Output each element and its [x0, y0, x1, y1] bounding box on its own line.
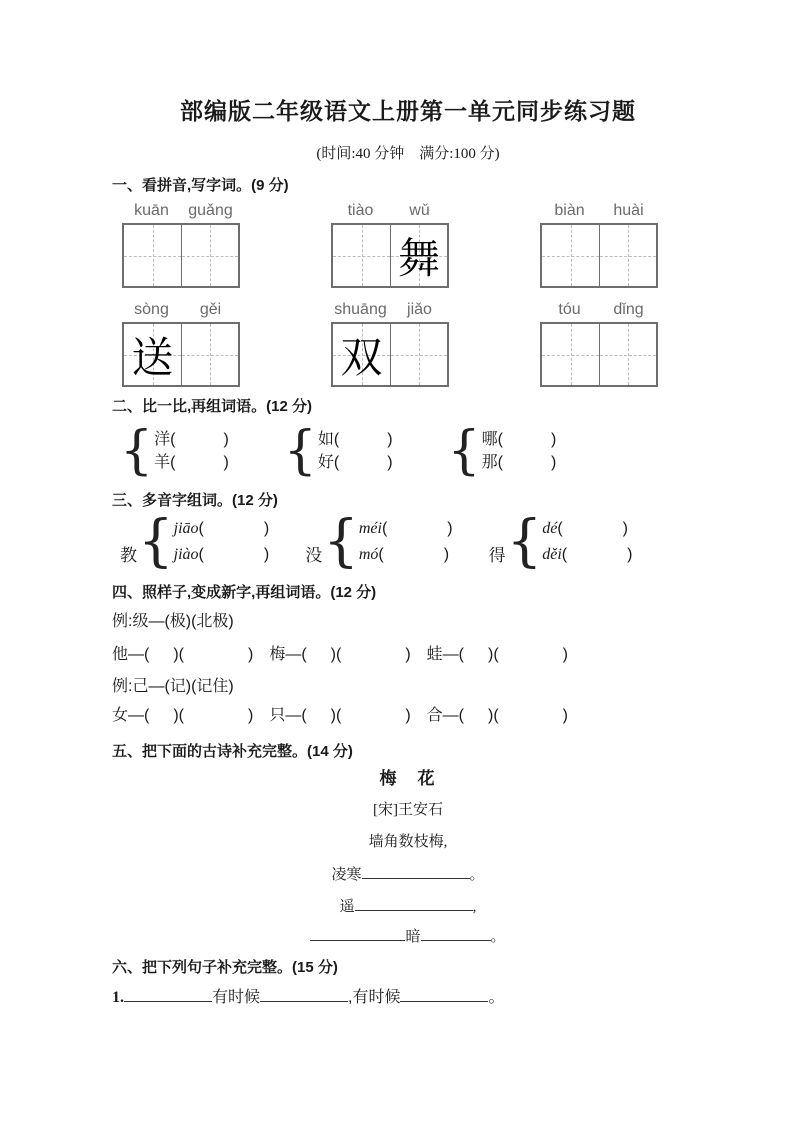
sentence-text: ,有时候 [348, 989, 401, 1006]
paren-close: ) [405, 707, 411, 724]
base-char: 他 [112, 646, 129, 663]
blank-line [400, 988, 488, 1002]
paren-close: ) [248, 646, 254, 663]
pinyin-label: tóu [558, 301, 581, 318]
pair-line [154, 451, 229, 474]
page-subtitle: (时间:40 分钟 满分:100 分) [316, 146, 500, 162]
base-char: 只 [269, 707, 286, 724]
poem-author: [宋]王安石 [373, 802, 443, 818]
poem-text: 暗 [405, 929, 421, 945]
pinyin-grid-group [331, 201, 449, 288]
blank-line [355, 897, 473, 911]
handwritten-char [542, 324, 599, 385]
writing-grid [331, 322, 449, 387]
paren-open: ( [198, 546, 204, 563]
pinyin-row [331, 201, 449, 221]
paren-close: ) [627, 546, 633, 563]
writing-cell [333, 225, 390, 286]
handwritten-char [600, 324, 656, 385]
compare-char: 哪 [481, 431, 498, 448]
writing-cell [390, 324, 447, 385]
writing-cell [542, 225, 599, 286]
polyphone-char: 教 [120, 546, 137, 565]
paren-pair: )( [488, 646, 499, 663]
section6-heading: 六、把下列句子补充完整。(15 分) [112, 959, 338, 976]
pair-lines [154, 428, 229, 474]
writing-cell [124, 324, 181, 385]
handwritten-char [391, 324, 447, 385]
new-char-item [112, 645, 253, 665]
paren-open: ( [333, 454, 340, 471]
poem-punct: 。 [469, 867, 485, 883]
handwritten-char: 送 [131, 332, 174, 382]
writing-cell [390, 225, 447, 286]
dash-paren: —( [285, 707, 307, 724]
brace-glyph: { [138, 509, 174, 574]
pinyin-grid-group [122, 300, 240, 387]
pinyin-grid-group [540, 300, 658, 387]
item-number: 1. [112, 989, 124, 1006]
poem-line-3 [112, 897, 704, 917]
paren-open: ( [497, 454, 503, 471]
poem-text: 遥 [339, 899, 355, 915]
paren-pair: )( [330, 646, 342, 663]
writing-cell [333, 324, 390, 385]
polyphone-char: 得 [488, 546, 506, 565]
pinyin-label: tiào [347, 202, 374, 219]
paren-open: ( [170, 454, 176, 471]
paren-close: ) [562, 646, 568, 663]
compare-pair [120, 421, 229, 481]
pinyin-label: wǔ [409, 202, 430, 219]
dash-paren: —( [442, 646, 464, 663]
reading-line [174, 542, 270, 568]
paren-close: ) [263, 520, 270, 537]
blank-line [310, 927, 405, 941]
pinyin-row [540, 300, 658, 320]
paren-close: ) [263, 546, 270, 563]
pinyin-label: huài [613, 202, 644, 219]
compare-char: 如 [317, 431, 334, 448]
reading-pinyin: méi [358, 520, 382, 537]
writing-cell [124, 225, 181, 286]
writing-cell [181, 324, 238, 385]
brace-glyph: { [447, 421, 481, 481]
reading-pinyin: děi [542, 546, 562, 563]
pinyin-label: jiǎo [407, 301, 432, 318]
pair-line [318, 451, 393, 474]
reading-pinyin: jiào [173, 546, 199, 563]
section1-heading: 一、看拼音,写字词。(9 分) [112, 177, 289, 194]
dash-paren: —( [128, 646, 150, 663]
poem-line-2 [112, 865, 704, 885]
pinyin-label: sòng [134, 301, 169, 318]
brace-glyph: { [283, 421, 317, 481]
paren-close: ) [550, 431, 557, 448]
handwritten-char [182, 324, 238, 385]
pinyin-row [122, 201, 240, 221]
dash-paren: —( [285, 646, 307, 663]
compare-pairs-row [120, 421, 704, 481]
writing-grid [331, 223, 449, 288]
pinyin-row [540, 201, 658, 221]
new-char-item [269, 706, 410, 726]
handwritten-char [542, 225, 599, 286]
paren-close: ) [387, 454, 393, 471]
compare-pair [447, 421, 557, 481]
compare-char: 洋 [154, 431, 171, 448]
brace-glyph: { [120, 421, 154, 481]
poem-title: 梅 花 [379, 769, 437, 788]
new-char-item [427, 706, 568, 726]
pair-lines [318, 428, 393, 474]
poem-line-4 [112, 927, 704, 947]
reading-lines [174, 516, 270, 568]
poem-text: 凌寒 [331, 867, 362, 883]
base-char: 梅 [269, 646, 286, 663]
paren-open: ( [497, 431, 503, 448]
base-char: 女 [112, 707, 129, 724]
new-char-item [269, 645, 410, 665]
polyphone-char: 没 [305, 546, 323, 565]
paren-open: ( [333, 431, 340, 448]
page-title: 部编版二年级语文上册第一单元同步练习题 [180, 98, 636, 124]
pinyin-label: shuāng [334, 301, 387, 318]
pinyin-label: dǐng [613, 301, 644, 318]
paren-pair: )( [173, 646, 184, 663]
handwritten-char [333, 225, 390, 286]
section2-heading: 二、比一比,再组词语。(12 分) [112, 398, 313, 415]
pinyin-row [122, 300, 240, 320]
paren-open: ( [557, 520, 563, 537]
new-char-item [112, 706, 253, 726]
new-char-item [427, 645, 568, 665]
pinyin-label: biàn [554, 202, 585, 219]
compare-char: 那 [481, 454, 498, 471]
paren-open: ( [378, 546, 384, 563]
poem-punct: 。 [490, 929, 506, 945]
polyphone-item [305, 509, 453, 574]
reading-pinyin: mó [358, 546, 379, 563]
writing-cell [599, 225, 656, 286]
paren-open: ( [561, 546, 568, 563]
pinyin-grid-group [540, 201, 658, 288]
writing-grid [122, 322, 240, 387]
blank-line [124, 988, 212, 1002]
brace-glyph: { [506, 509, 543, 574]
reading-line [359, 516, 453, 542]
compare-pair [283, 421, 393, 481]
base-char: 蛙 [426, 646, 443, 663]
section4-heading: 四、照样子,变成新字,再组词语。(12 分) [112, 584, 377, 601]
reading-pinyin: dé [542, 520, 558, 537]
pair-line [318, 428, 393, 451]
writing-cell [542, 324, 599, 385]
worksheet-content [0, 96, 794, 1008]
paren-close: ) [443, 546, 450, 563]
blank-line [362, 865, 470, 879]
poem-punct: , [472, 899, 477, 915]
handwritten-char: 舞 [397, 233, 440, 283]
handwritten-char [124, 225, 181, 286]
pinyin-grid-group [122, 201, 240, 288]
paren-pair: )( [173, 707, 184, 724]
paren-close: ) [562, 707, 568, 724]
blank-line [421, 927, 491, 941]
polyphone-row [120, 509, 704, 574]
pair-line [482, 451, 557, 474]
writing-cell [599, 324, 656, 385]
base-char: 合 [426, 707, 443, 724]
handwritten-char [182, 225, 238, 286]
reading-line [359, 542, 453, 568]
example-line-1: 例:级—(极)(北极) [112, 613, 234, 630]
new-char-row-1 [112, 645, 704, 665]
writing-grid [122, 223, 240, 288]
sentence-punct: 。 [488, 989, 505, 1006]
polyphone-item [120, 509, 270, 574]
pair-line [154, 428, 229, 451]
poem-line-1: 墙角数枝梅, [368, 834, 448, 850]
paren-close: ) [387, 431, 393, 448]
pinyin-label: guǎng [188, 202, 233, 219]
brace-glyph: { [323, 509, 359, 574]
reading-line [542, 542, 632, 568]
paren-pair: )( [330, 707, 342, 724]
writing-cell [181, 225, 238, 286]
paren-close: ) [248, 707, 254, 724]
pinyin-grid-row-2 [122, 300, 704, 387]
paren-close: ) [223, 431, 229, 448]
new-char-row-2 [112, 706, 704, 726]
polyphone-item [488, 509, 633, 574]
section5-heading: 五、把下面的古诗补充完整。(14 分) [112, 743, 353, 760]
section3-heading: 三、多音字组词。(12 分) [112, 492, 278, 509]
sentence-fill-line [112, 988, 704, 1008]
poem-block [112, 767, 704, 947]
handwritten-char [600, 225, 656, 286]
pair-lines [482, 428, 557, 474]
blank-line [260, 988, 348, 1002]
reading-line [542, 516, 632, 542]
reading-lines [542, 516, 632, 568]
writing-grid [540, 322, 658, 387]
pinyin-label: gěi [199, 301, 222, 318]
reading-line [174, 516, 270, 542]
compare-char: 好 [317, 454, 334, 471]
reading-pinyin: jiāo [173, 520, 199, 537]
pinyin-grid-group [331, 300, 449, 387]
sentence-text: 有时候 [212, 989, 261, 1006]
pinyin-label: kuān [134, 202, 169, 219]
paren-close: ) [550, 454, 557, 471]
paren-pair: )( [488, 707, 499, 724]
paren-close: ) [622, 520, 628, 537]
paren-close: ) [405, 646, 411, 663]
pinyin-grid-row-1 [122, 201, 704, 288]
pinyin-row [331, 300, 449, 320]
paren-open: ( [381, 520, 388, 537]
writing-grid [540, 223, 658, 288]
compare-char: 羊 [154, 454, 171, 471]
paren-open: ( [198, 520, 204, 537]
example-line-2: 例:己—(记)(记住) [112, 678, 234, 695]
reading-lines [359, 516, 453, 568]
dash-paren: —( [128, 707, 150, 724]
paren-close: ) [223, 454, 229, 471]
paren-close: ) [447, 520, 453, 537]
paren-open: ( [170, 431, 176, 448]
handwritten-char: 双 [340, 332, 383, 382]
pair-line [482, 428, 557, 451]
dash-paren: —( [442, 707, 464, 724]
